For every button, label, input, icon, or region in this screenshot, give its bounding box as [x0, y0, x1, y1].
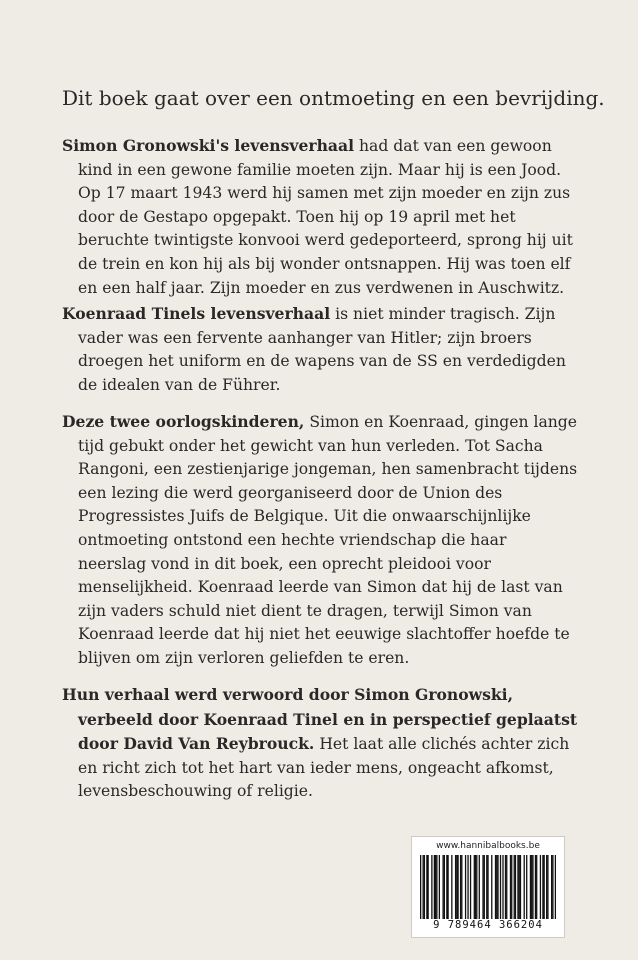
barcode-bar [434, 855, 435, 919]
barcode-bar [474, 855, 475, 919]
barcode-bar [540, 855, 541, 919]
barcode-bar [546, 855, 547, 919]
barcode-bar [420, 855, 421, 919]
barcode-bar [482, 855, 483, 919]
paragraph-text: Het laat alle clichés achter zich en richt zich tot het hart van ieder mens, ongeacht afkomst, levensbeschouwing of religie. [78, 735, 570, 801]
barcode-bar [487, 855, 488, 919]
barcode-bar [526, 855, 527, 919]
paragraph-war-children [62, 410, 578, 671]
barcode-bar [484, 855, 485, 919]
barcode-bar [486, 855, 487, 919]
barcode-bar [505, 855, 506, 919]
paragraph-lead: Hun verhaal werd verwoord door Simon Gronowski, verbeeld door Koenraad Tinel en in perspectief geplaatst door David Van Reybrouck. [62, 685, 578, 754]
paragraph-koenraad [62, 302, 578, 397]
barcode-bar [496, 855, 497, 919]
paragraph-lead: Koenraad Tinels levensverhaal [62, 304, 331, 323]
paragraph-text: had dat van een gewoon kind in een gewone familie moeten zijn. Maar hij is een Jood. Op 17 maart 1943 werd hij samen met zijn moeder en zijn zus door de Gestapo opgepakt. Toen hij op 19 april met het beruchte twintigste konvooi werd gedeporteerd, sprong hij uit de trein en kon hij als bij wonder ontsnappen. Hij was toen elf en een half jaar. Zijn moeder en zus verdwenen in Auschwitz. [78, 137, 573, 297]
barcode-bar [532, 855, 533, 919]
headline: Dit boek gaat over een ontmoeting en een bevrijding. [62, 86, 605, 110]
barcode-bar [520, 855, 521, 919]
barcode-bar [470, 855, 471, 919]
paragraph-text: is niet minder tragisch. Zijn vader was een fervente aanhanger van Hitler; zijn broers droegen het uniform en de wapens van de SS en verdedigden de idealen van de Führer. [78, 305, 566, 394]
barcode-bar [544, 855, 545, 919]
barcode-bar [435, 855, 436, 919]
barcode-bar [531, 855, 532, 919]
barcode-label [411, 836, 565, 938]
barcode-bar [519, 855, 520, 919]
publisher-url: www.hannibalbooks.be [436, 841, 540, 851]
barcode-bar [535, 855, 536, 919]
barcode-bar [551, 855, 552, 919]
paragraph-lead: Deze twee oorlogskinderen, [62, 412, 305, 431]
barcode-bar [517, 855, 518, 919]
paragraph-simon [62, 134, 578, 300]
barcode-bar [514, 855, 515, 919]
barcode-bar [542, 855, 543, 919]
barcode-bar [502, 855, 503, 919]
barcode-bar [479, 855, 480, 919]
paragraph-lead: Simon Gronowski's levensverhaal [62, 136, 355, 155]
barcode-bar [510, 855, 511, 919]
barcode-bar [552, 855, 553, 919]
barcode-bar [530, 855, 531, 919]
barcode-bar [524, 855, 525, 919]
barcode-bar [461, 855, 462, 919]
barcode-bar [426, 855, 427, 919]
barcode-bar [547, 855, 548, 919]
barcode-bar [424, 855, 425, 919]
barcode-bar [536, 855, 537, 919]
barcode-bar [442, 855, 443, 919]
paragraph-authors [62, 683, 578, 804]
barcode-bar [475, 855, 476, 919]
barcode-bar [444, 855, 445, 919]
barcode-bar [455, 855, 456, 919]
barcode-bar [467, 855, 468, 919]
barcode-bar [451, 855, 452, 919]
barcode-bar [506, 855, 507, 919]
barcode-bar [476, 855, 477, 919]
barcode-bar [555, 855, 556, 919]
isbn-number: 9 789464 366204 [433, 919, 543, 931]
barcode-bar [465, 855, 466, 919]
barcode-bar [447, 855, 448, 919]
barcode-bar [427, 855, 428, 919]
barcode-bar [495, 855, 496, 919]
barcode-bar [491, 855, 492, 919]
barcode-bar [460, 855, 461, 919]
barcode-bar [431, 855, 432, 919]
barcode-bar [446, 855, 447, 919]
barcode-bar [422, 855, 423, 919]
barcode-bar [436, 855, 437, 919]
barcode-bar [515, 855, 516, 919]
paragraph-text: Simon en Koenraad, gingen lange tijd gebukt onder het gewicht van hun verleden. Tot Sacha Rangoni, een zestienjarige jongeman, hen samenbracht tijdens een lezing die werd georganiseerd door de Union des Progressistes Juifs de Belgique. Uit die onwaarschijnlijke ontmoeting ontstond een hechte vriendschap die haar neerslag vond in dit boek, een oprecht pleidooi voor menselijkheid. Koenraad leerde van Simon dat hij de last van zijn vaders schuld niet dient te dragen, terwijl Simon van Koenraad leerde dat hij niet het eeuwige slachtoffer hoefde te blijven om zijn verloren geliefden te eren. [78, 413, 578, 667]
barcode-bar [500, 855, 501, 919]
barcode-bar [511, 855, 512, 919]
barcode-bar [456, 855, 457, 919]
isbn-barcode [420, 855, 556, 919]
barcode-bar [439, 855, 440, 919]
barcode-bar [457, 855, 458, 919]
barcode-bar [497, 855, 498, 919]
